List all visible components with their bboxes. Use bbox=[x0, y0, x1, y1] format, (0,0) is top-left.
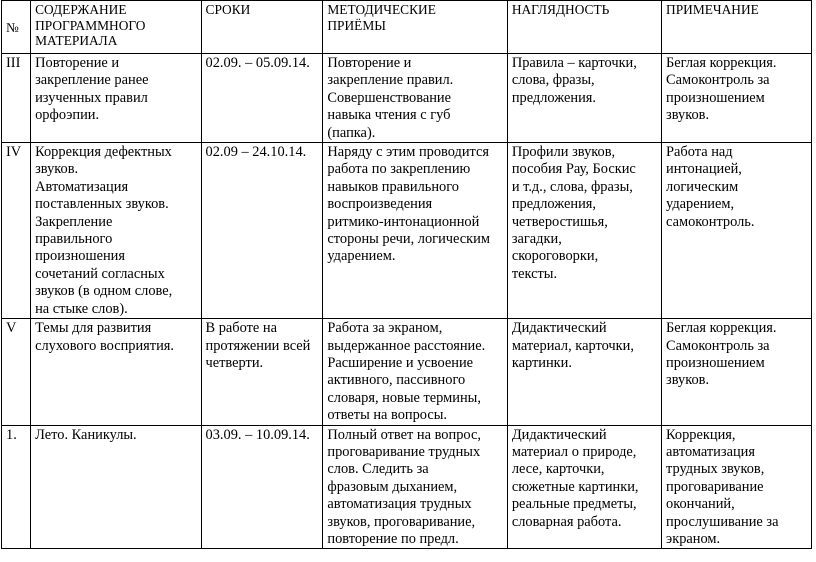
header-notes: ПРИМЕЧАНИЕ bbox=[662, 1, 812, 54]
cell-visuals: Дидактический материал о природе, лесе, карточки, сюжетные картинки, реальные предметы, словарная работа. bbox=[507, 425, 661, 549]
cell-dates: В работе на протяжении всей четверти. bbox=[201, 319, 323, 425]
table-row bbox=[2, 425, 812, 549]
cell-methods: Полный ответ на вопрос, проговаривание трудных слов. Следить за фразовым дыханием, автоматизация трудных звуков, проговаривание, повторение по предл. bbox=[323, 425, 507, 549]
cell-visuals: Профили звуков, пособия Рау, Боскис и т.д., слова, фразы, предложения, четверостишья, загадки, скороговорки, тексты. bbox=[507, 143, 661, 319]
header-methods: МЕТОДИЧЕСКИЕ ПРИЁМЫ bbox=[323, 1, 507, 54]
cell-methods: Наряду с этим проводится работа по закреплению навыков правильного воспроизведения ритмико-интонационной стороны речи, логическим ударением. bbox=[323, 143, 507, 319]
cell-dates: 02.09. – 05.09.14. bbox=[201, 54, 323, 143]
table-body bbox=[2, 54, 812, 549]
cell-notes: Беглая коррекция. Самоконтроль за произношением звуков. bbox=[662, 54, 812, 143]
cell-visuals: Дидактический материал, карточки, картинки. bbox=[507, 319, 661, 425]
lesson-plan-table bbox=[1, 0, 812, 549]
cell-notes: Работа над интонацией, логическим ударением, самоконтроль. bbox=[662, 143, 812, 319]
cell-num: IV bbox=[2, 143, 31, 319]
cell-notes: Коррекция, автоматизация трудных звуков, проговаривание окончаний, прослушивание за экраном. bbox=[662, 425, 812, 549]
table-row bbox=[2, 143, 812, 319]
cell-dates: 03.09. – 10.09.14. bbox=[201, 425, 323, 549]
cell-num: III bbox=[2, 54, 31, 143]
cell-content: Темы для развития слухового восприятия. bbox=[31, 319, 201, 425]
cell-visuals: Правила – карточки, слова, фразы, предложения. bbox=[507, 54, 661, 143]
table-row bbox=[2, 54, 812, 143]
cell-methods: Повторение и закрепление правил. Совершенствование навыка чтения с губ (папка). bbox=[323, 54, 507, 143]
cell-dates: 02.09 – 24.10.14. bbox=[201, 143, 323, 319]
header-dates: СРОКИ bbox=[201, 1, 323, 54]
cell-num: 1. bbox=[2, 425, 31, 549]
header-num: № bbox=[2, 1, 31, 54]
cell-methods: Работа за экраном, выдержанное расстояние. Расширение и усвоение активного, пассивного словаря, новые термины, ответы на вопросы. bbox=[323, 319, 507, 425]
cell-content: Лето. Каникулы. bbox=[31, 425, 201, 549]
table-header bbox=[2, 1, 812, 54]
header-row bbox=[2, 1, 812, 54]
cell-notes: Беглая коррекция. Самоконтроль за произношением звуков. bbox=[662, 319, 812, 425]
cell-content: Коррекция дефектных звуков. Автоматизация поставленных звуков. Закрепление правильного произношения сочетаний согласных звуков (в одном слове, на стыке слов). bbox=[31, 143, 201, 319]
header-visuals: НАГЛЯДНОСТЬ bbox=[507, 1, 661, 54]
cell-num: V bbox=[2, 319, 31, 425]
header-content: СОДЕРЖАНИЕ ПРОГРАММНОГО МАТЕРИАЛА bbox=[31, 1, 201, 54]
table-row bbox=[2, 319, 812, 425]
cell-content: Повторение и закрепление ранее изученных правил орфоэпии. bbox=[31, 54, 201, 143]
